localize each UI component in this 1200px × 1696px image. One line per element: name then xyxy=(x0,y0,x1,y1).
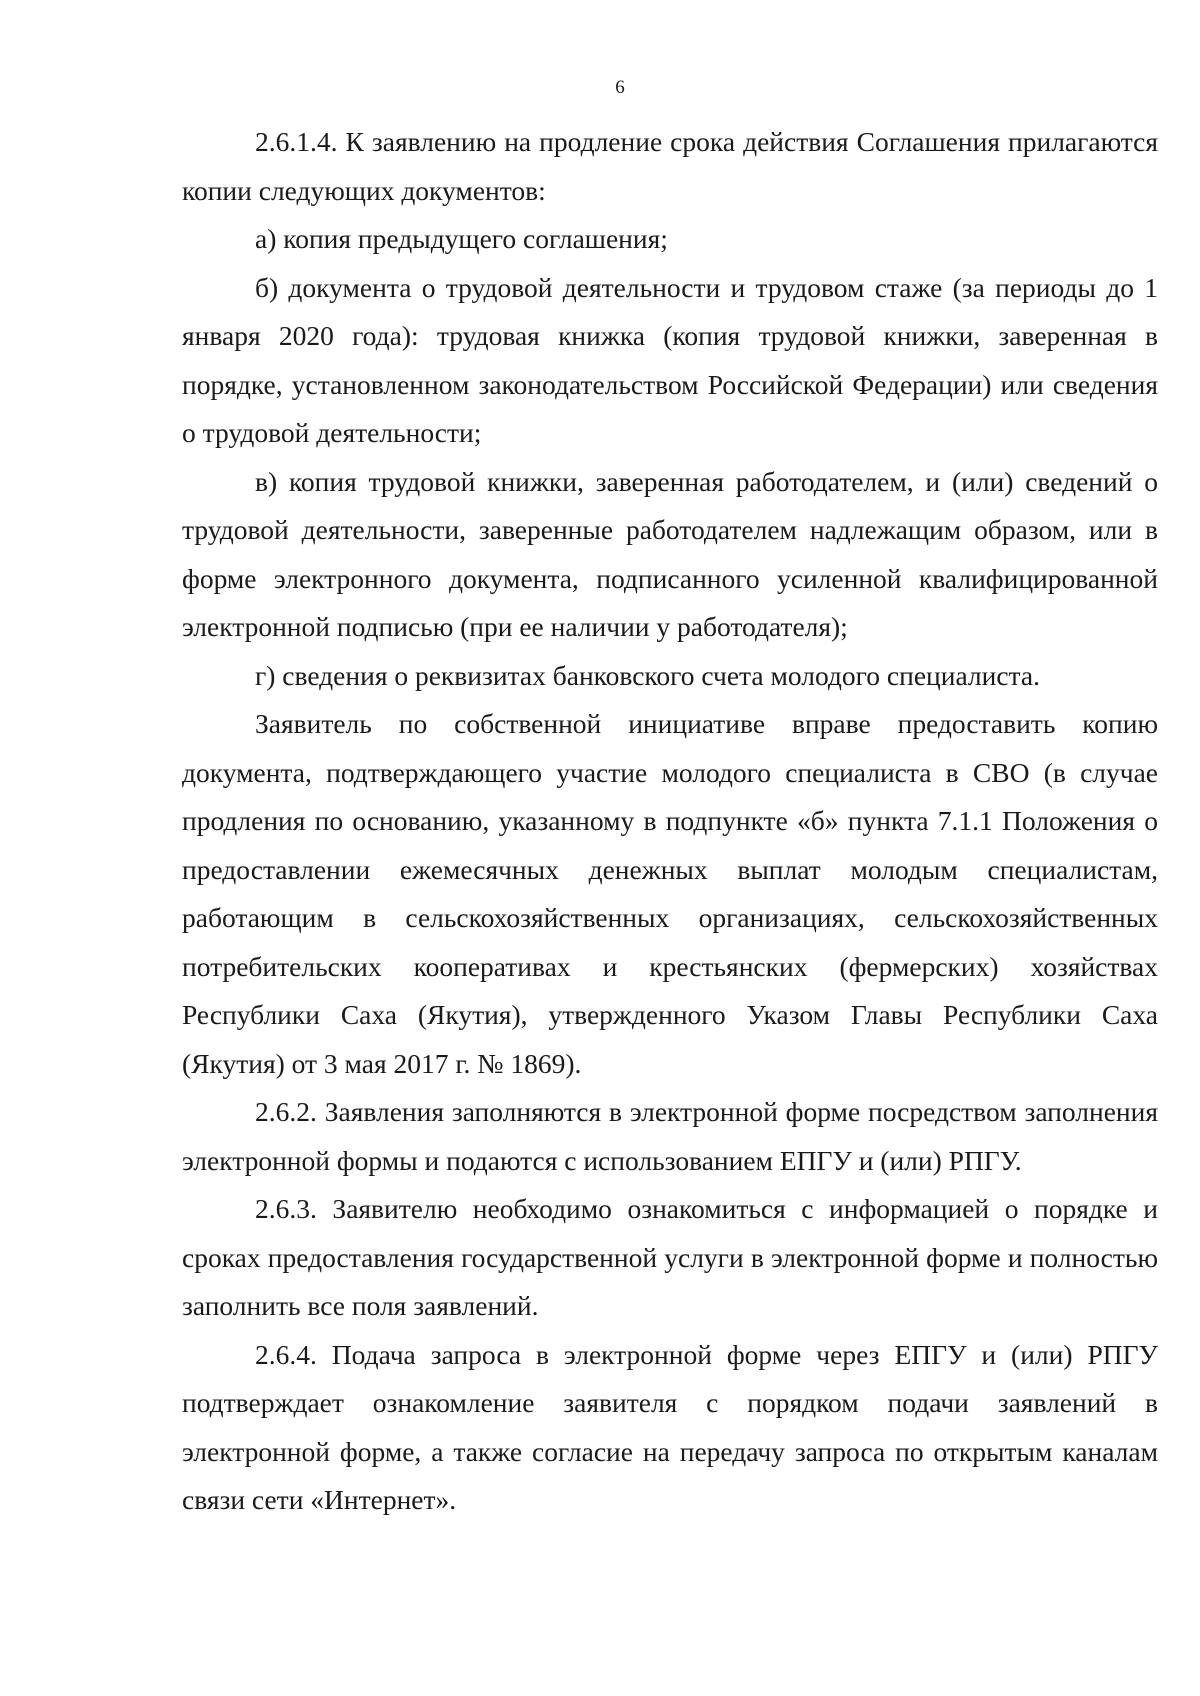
paragraph-applicant-initiative: Заявитель по собственной инициативе вправе предоставить копию документа, подтверждающего участие молодого специалиста в СВО (в случае продления по основанию, указанному в подпункте «б» пункта 7.1.1 Положения о предоставлении ежемесячных денежных выплат молодым специалистам, работающим в сельскохозяйственных организациях, сельскохозяйственных потребительских кооперативах и крестьянских (фермерских) хозяйствах Республики Саха (Якутия), утвержденного Указом Главы Республики Саха (Якутия) от 3 мая 2017 г. № 1869). xyxy=(182,708,1158,1079)
page-number: 6 xyxy=(615,77,625,98)
paragraph-2-6-3: 2.6.3. Заявителю необходимо ознакомиться с информацией о порядке и сроках предоставления государственной услуги в электронной форме и полностью заполнить все поля заявлений. xyxy=(182,1193,1158,1321)
list-item-g: г) сведения о реквизитах банковского счета молодого специалиста. xyxy=(255,659,1040,691)
paragraph-2-6-1-4: 2.6.1.4. К заявлению на продление срока действия Соглашения прилагаются копии следующих документов: xyxy=(182,126,1158,206)
list-item-a: а) копия предыдущего соглашения; xyxy=(255,223,668,254)
list-item-b: б) документа о трудовой деятельности и трудовом стаже (за периоды до 1 января 2020 года): трудовая книжка (копия трудовой книжки, заверенная в порядке, установленном законодательством Российской Федерации) или сведения о трудовой деятельности; xyxy=(182,271,1158,448)
list-item-v: в) копия трудовой книжки, заверенная работодателем, и (или) сведений о трудовой деятельности, заверенные работодателем надлежащим образом, или в форме электронного документа, подписанного усиленной квалифицированной электронной подписью (при ее наличии у работодателя); xyxy=(182,465,1158,642)
paragraph-2-6-2: 2.6.2. Заявления заполняются в электронной форме посредством заполнения электронной формы и подаются с использованием ЕПГУ и (или) РПГУ. xyxy=(182,1096,1158,1176)
document-body xyxy=(182,118,1158,1525)
paragraph-2-6-4: 2.6.4. Подача запроса в электронной форме через ЕПГУ и (или) РПГУ подтверждает ознакомление заявителя с порядком подачи заявлений в электронной форме, а также согласие на передачу запроса по открытым каналам связи сети «Интернет». xyxy=(182,1338,1158,1515)
